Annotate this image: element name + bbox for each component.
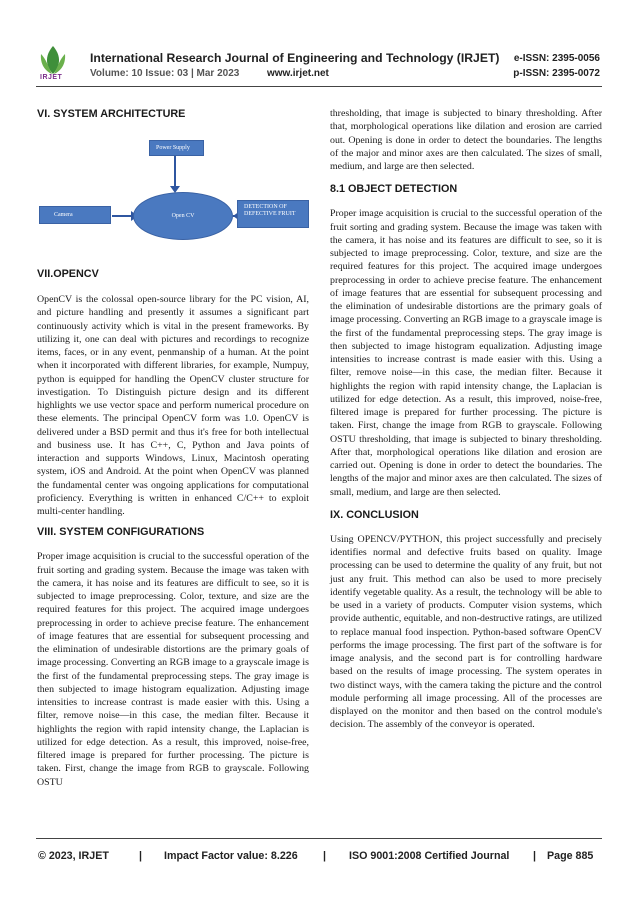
page-number: Page 885 (547, 850, 594, 862)
footer-separator: | (139, 850, 142, 862)
impact-factor: Impact Factor value: 8.226 (164, 850, 298, 862)
journal-title: International Research Journal of Engineering and Technology (IRJET) (90, 51, 500, 65)
iso-certification: ISO 9001:2008 Certified Journal (349, 850, 510, 862)
header-divider (36, 86, 602, 87)
paragraph: Proper image acquisition is crucial to the successful operation of the fruit sorting and grading system. Because the image was taken with the camera, it has noise and its features are difficult to see, so it is subjected to image preprocessing. Color, texture, and size are the required features for this project. The acquired image undergoes preprocessing in order to achieve precise feature. The enhancement of image features that are essential for subsequent processing and the elimination of undesirable distortions are the primary goals of image processing. Converting an RGB image to a grayscale image is the first of the fundamental preprocessing steps. The gray image is then subjected to image histogram equalization. Adjusting image intensities to increase contrast is made easier with this. Using a filter, remove noise—in this case, the median filter. Because it highlights the region with rapid intensity change, the Laplacian is utilized for edge detection. As a result, this improved, noise-free, filtered image is prepared for further processing. The picture is taken. First, change the image from RGB to grayscale. Following OSTU thresholding, that image is subjected to binary thresholding. After that, morphological operations like dilation and erosion are carried out. Opening is done in order to detect the boundaries. The lengths of the major and minor axes are then calculated. The sizes of small, medium, and large are then selected. (330, 208, 602, 498)
p-issn: p-ISSN: 2395-0072 (513, 68, 600, 79)
footer-divider (36, 838, 602, 839)
camera-box: Camera (39, 206, 111, 224)
detection-box: DETECTION OF DEFECTIVE FRUIT (237, 200, 309, 228)
opencv-node: Open CV (133, 192, 233, 240)
page-header (0, 0, 638, 95)
footer-separator: | (533, 850, 536, 862)
right-column (330, 107, 602, 732)
section-heading: VI. SYSTEM ARCHITECTURE (37, 108, 186, 120)
section-heading: VII.OPENCV (37, 268, 99, 280)
system-architecture-diagram (37, 130, 309, 250)
e-issn: e-ISSN: 2395-0056 (513, 53, 600, 64)
copyright: © 2023, IRJET (38, 850, 109, 862)
journal-website: www.irjet.net (267, 68, 329, 79)
left-column-text (37, 268, 309, 789)
paragraph: Proper image acquisition is crucial to the successful operation of the fruit sorting and grading system. Because the image was taken with the camera, it has noise and its features are difficult to see, so it is subjected to image preprocessing. Color, texture, and size are the required features for this project. The acquired image undergoes preprocessing in order to achieve precise feature. The enhancement of image features that are essential for subsequent processing and the elimination of undesirable distortions are the primary goals of image processing. Converting an RGB image to a grayscale image is the first of the fundamental preprocessing steps. The gray image is then subjected to image histogram equalization. Adjusting image intensities to increase contrast is made easier with this. Using a filter, remove noise—in this case, the median filter. Because it highlights the region with rapid intensity change, the Laplacian is utilized for edge detection. As a result, this improved, noise-free, filtered image is prepared for further processing. The picture is taken. First, change the image from RGB to grayscale. Following OSTU (37, 551, 309, 788)
section-heading: VIII. SYSTEM CONFIGURATIONS (37, 526, 205, 539)
volume-issue: Volume: 10 Issue: 03 | Mar 2023 (90, 68, 240, 79)
power-supply-box: Power Supply (149, 140, 204, 156)
section-heading: 8.1 OBJECT DETECTION (330, 183, 458, 196)
paragraph: thresholding, that image is subjected to binary thresholding. After that, morphological operations like dilation and erosion are carried out. Opening is done in order to detect the boundaries. The lengths of the major and minor axes are then calculated. The sizes of small, medium, and large are then selected. (330, 108, 602, 172)
left-column (37, 108, 309, 120)
paragraph: Using OPENCV/PYTHON, this project successfully and precisely identifies normal and defective fruits based on quality. Image processing can be used to determine the quality of any fruit, but not just any fruit. This method can also be used to more precisely identify vegetable quality. As a result, the technology will be able to be used in a variety of products. Computer vision systems, which provide authentic, equitable, and non-destructive ratings, are utilized to replace manual food inspection. Python-based software OpenCV performs the image processing. The first part of the software is for image analysis, and the second part is for controlling hardware based on the results of image processing. The system operates in two distinct ways, with the camera taking the picture and the control module performing all image processing. All of the processes are displayed on the monitor and then based on the control module's decision. The assembly of the conveyor is operated. (330, 533, 602, 731)
paragraph: OpenCV is the colossal open-source library for the PC vision, AI, and picture handling and presently it assumes a significant part continuously activity which is vital in the present frameworks. By utilizing it, one can deal with pictures and recordings to recognize items, faces, or in any event, penmanship of a human. At the point when it incorporated with different libraries, for example, Numpuy, python is equipped for handling the OpenCV cluster structure for investigation. To Distinguish picture design and its different highlights we use vector space and perform numerical procedure on these elements. The principal OpenCV form was 1.0. OpenCV is delivered under a BSD permit and thus it's free for both intellectual and business use. It has C++, C, Python and Java points of interaction and supports Windows, Linux, Macintosh operating system, iOS and Android. At the point when OpenCV was planned the fundamental center was ongoing applications for computational proficiency. Everything is written in enhanced C/C++ to exploit multi-center handling. (37, 294, 309, 517)
section-heading: IX. CONCLUSION (330, 508, 419, 521)
irjet-logo-icon (36, 44, 70, 88)
logo-wordmark: IRJET (40, 74, 63, 81)
footer-separator: | (323, 850, 326, 862)
